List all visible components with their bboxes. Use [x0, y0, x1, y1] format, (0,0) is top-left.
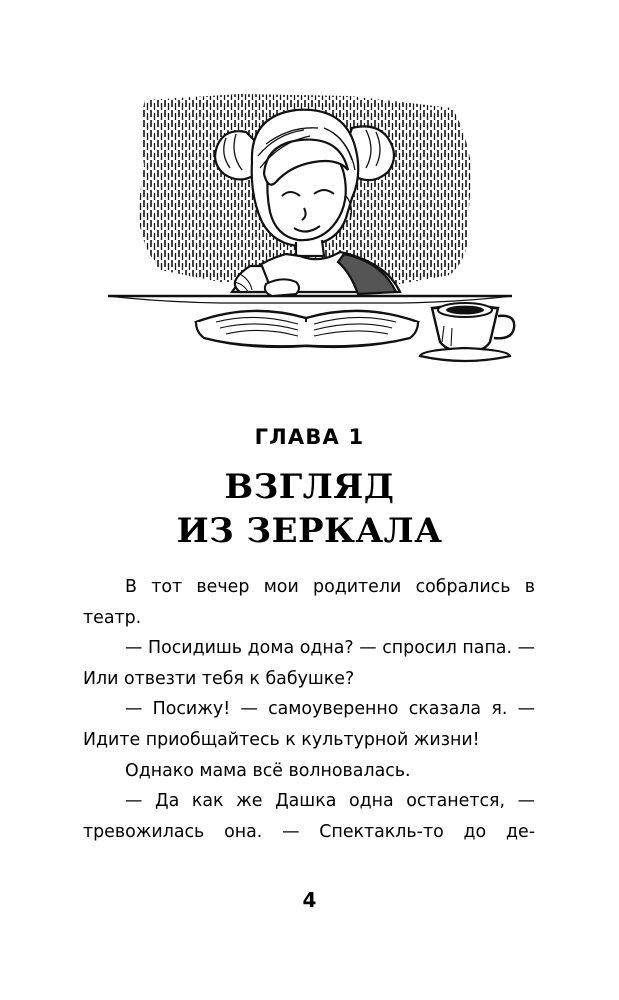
paragraph: Однако мама всё волновалась. [125, 760, 411, 781]
paragraph: — Посижу! — самоуверенно сказала я. — Идите приобщайтесь к культурной жизни! [83, 699, 535, 750]
chapter-illustration [0, 70, 619, 400]
hand [264, 279, 298, 296]
page-number: 4 [302, 888, 317, 912]
paragraph: — Да как же Дашка одна останется, — тревожилась она. — Спектакль-то до де- [83, 791, 535, 842]
body-text [83, 572, 535, 878]
chapter-label: ГЛАВА 1 [254, 425, 365, 449]
cup-of-tea [420, 303, 514, 361]
chapter-title-line-1: ВЗГЛЯД [224, 467, 395, 507]
open-book [196, 311, 418, 347]
paragraph: — Посидишь дома одна? — спросил папа. — Или отвезти тебя к бабушке? [83, 638, 535, 689]
chapter-title [0, 466, 619, 553]
girl-reading-book-with-cup-icon [100, 70, 520, 390]
paragraph: В тот вечер мои родители собрались в театр. [83, 577, 535, 628]
chapter-title-line-2: ИЗ ЗЕРКАЛА [176, 510, 443, 551]
